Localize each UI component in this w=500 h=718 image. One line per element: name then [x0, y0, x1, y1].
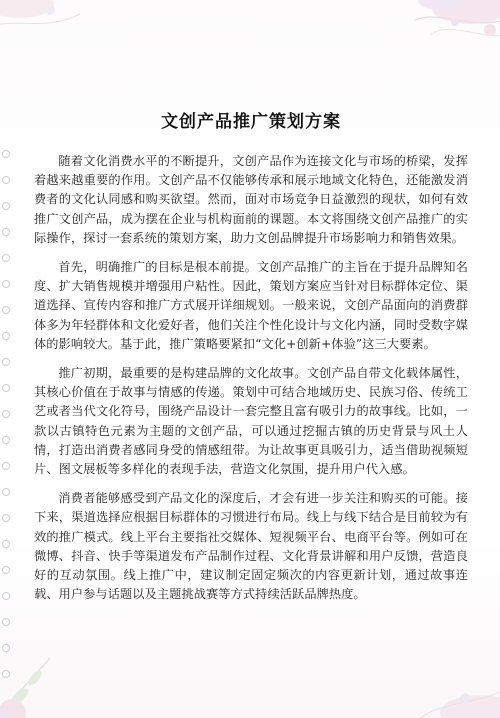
document-title: 文创产品推广策划方案 [161, 112, 341, 132]
binding-ring-icon [2, 540, 10, 548]
floral-decoration-bottom-left [0, 618, 110, 718]
document-body [34, 110, 468, 614]
binding-ring-icon [2, 462, 10, 470]
binding-ring-icon [2, 514, 10, 522]
paragraph-channels: 消费者能够感受到产品文化的深度后，才会有进一步关注和购买的可能。接下来，渠道选择应根据目标群体的习惯进行布局。线上与线下结合是目前较为有效的推广模式。线上平台主要指社交媒体、短视频平台、电商平台等。例如可在微博、抖音、快手等渠道发布产品制作过程、文化背景讲解和用户反馈，营造良好的互动氛围。线上推广中，建议制定固定频次的内容更新计划，通过故事连载、用户参与话题以及主题挑战赛等方式持续活跃品牌热度。 [34, 491, 468, 602]
binding-ring-icon [2, 176, 10, 184]
binding-ring-icon [2, 670, 10, 678]
paragraph-brand-story: 推广初期，最重要的是构建品牌的文化故事。文创产品自带文化载体属性，其核心价值在于故事与情感的传递。策划中可结合地域历史、民族习俗、传统工艺或者当代文化符号，围绕产品设计一套完整且富有吸引力的故事线。比如，一款以古镇特色元素为主题的文创产品，可以通过挖掘古镇的历史背景与风土人情，打造出消费者感同身受的情感纽带。为让故事更具吸引力，适当借助视频短片、图文展板等多样化的表现手法，营造文化氛围，提升用户代入感。 [34, 366, 468, 477]
binding-rings [2, 150, 12, 710]
binding-ring-icon [2, 306, 10, 314]
paragraph-intro: 随着文化消费水平的不断提升，文创产品作为连接文化与市场的桥梁，发挥着越来越重要的作用。文创产品不仅能够传承和展示地域文化特色，还能激发消费者的文化认同感和购买欲望。然而，面对市场竞争日益激烈的现状，如何有效推广文创产品，成为摆在企业与机构面前的课题。本文将围绕文创产品推广的实际操作，探讨一套系统的策划方案，助力文创品牌提升市场影响力和销售效果。 [34, 154, 468, 245]
binding-ring-icon [2, 488, 10, 496]
binding-ring-icon [2, 150, 10, 158]
binding-ring-icon [2, 644, 10, 652]
binding-ring-icon [2, 358, 10, 366]
binding-ring-icon [2, 410, 10, 418]
binding-ring-icon [2, 436, 10, 444]
binding-ring-icon [2, 280, 10, 288]
binding-ring-icon [2, 254, 10, 262]
binding-ring-icon [2, 618, 10, 626]
paragraph-goals: 首先，明确推广的目标是根本前提。文创产品推广的主旨在于提升品牌知名度、扩大销售规模并增强用户粘性。因此，策划方案应当针对目标群体定位、渠道选择、宣传内容和推广方式展开详细规划。一般来说，文创产品面向的消费群体多为年轻群体和文化爱好者，他们关注个性化设计与文化内涵，同时受数字媒体的影响较大。基于此，推广策略要紧扣“文化+创新+体验”这三大要素。 [34, 260, 468, 351]
binding-ring-icon [2, 384, 10, 392]
binding-ring-icon [2, 202, 10, 210]
floral-decoration-top-right [320, 0, 500, 80]
binding-ring-icon [2, 332, 10, 340]
binding-ring-icon [2, 592, 10, 600]
floral-decoration-bottom-right [370, 638, 500, 718]
binding-ring-icon [2, 566, 10, 574]
floral-decoration-top-left [0, 0, 110, 62]
binding-ring-icon [2, 228, 10, 236]
